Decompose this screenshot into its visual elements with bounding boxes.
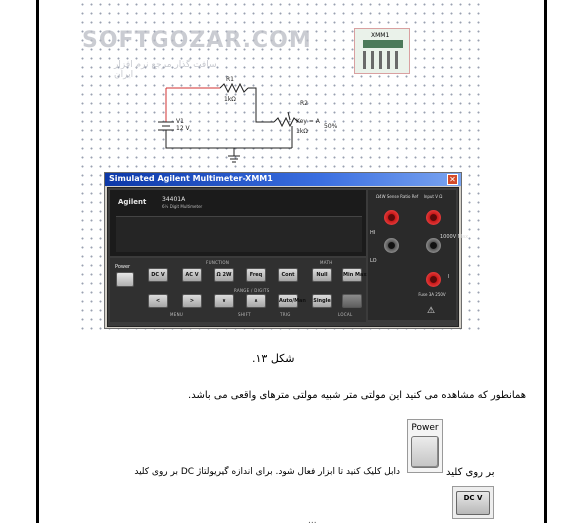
dcv-button[interactable]: DC V bbox=[148, 268, 168, 282]
r2-key: Key = A bbox=[296, 118, 320, 125]
figure-caption: شکل ۱۳. bbox=[252, 352, 295, 365]
auto-man-button[interactable]: Auto/Man bbox=[278, 294, 298, 308]
potentiometer-r2 bbox=[274, 118, 298, 126]
power-label: Power bbox=[115, 264, 131, 270]
jack-label-sense: Ω4W Sense Ratio Ref bbox=[376, 194, 419, 199]
paragraph-2-text: دابل کلیک کنید تا ابزار فعال شود. برای اندازه گیریولتاژ DC بر روی کلید bbox=[134, 467, 400, 477]
model-description: 6½ Digit Multimeter bbox=[162, 204, 203, 209]
right-arrow-button[interactable]: > bbox=[182, 294, 202, 308]
r2-name: R2 bbox=[300, 100, 308, 107]
ohm-2w-button[interactable]: Ω 2W bbox=[214, 268, 234, 282]
trig-section-label: TRIG bbox=[280, 312, 291, 317]
partial-next-line: ... bbox=[308, 516, 317, 523]
page-border-right bbox=[544, 0, 547, 523]
cont-button[interactable]: Cont bbox=[278, 268, 298, 282]
power-button-illustration-label: Power bbox=[411, 423, 439, 433]
v1-value: 12 V bbox=[176, 125, 190, 132]
multimeter-window-title: Simulated Agilent Multimeter-XMM1 bbox=[109, 174, 273, 183]
multimeter-titlebar[interactable] bbox=[105, 173, 461, 186]
model-number: 34401A bbox=[162, 196, 186, 203]
range-section-label: RANGE / DIGITS bbox=[234, 288, 270, 293]
r2-value: 1kΩ bbox=[296, 128, 308, 135]
watermark-text: SOFTGOZAR.COM bbox=[82, 28, 312, 53]
shift-section-label: SHIFT bbox=[238, 312, 251, 317]
shift-button[interactable] bbox=[342, 294, 362, 308]
menu-section-label: MENU bbox=[170, 312, 184, 317]
jack-label-fuse: Fuse 3A 250V bbox=[418, 292, 446, 297]
resistor-r1 bbox=[220, 84, 248, 92]
null-button[interactable]: Null bbox=[312, 268, 332, 282]
watermark-subtext: سافت گذار مرجع نرم افزار ایران bbox=[114, 60, 217, 80]
multimeter-control-panel bbox=[110, 258, 366, 322]
paragraph-2-prefix: بر روی کلید bbox=[446, 467, 495, 478]
range-up-button[interactable]: ∧ bbox=[246, 294, 266, 308]
v1-name: V1 bbox=[176, 118, 184, 125]
sense-lo-jack[interactable] bbox=[384, 238, 399, 253]
range-down-button[interactable]: ∨ bbox=[214, 294, 234, 308]
local-section-label: LOCAL bbox=[338, 312, 353, 317]
freq-button[interactable]: Freq bbox=[246, 268, 266, 282]
sense-hi-jack[interactable] bbox=[384, 210, 399, 225]
power-key-icon bbox=[411, 436, 439, 468]
input-jacks-panel bbox=[368, 190, 469, 320]
close-button[interactable]: ✕ bbox=[447, 174, 458, 185]
jack-label-lo: LO bbox=[370, 258, 377, 264]
r1-value: 1kΩ bbox=[224, 96, 236, 103]
jack-label-input: Input V Ω bbox=[423, 194, 443, 199]
acv-button[interactable]: AC V bbox=[182, 268, 202, 282]
jack-label-i: I bbox=[448, 274, 450, 280]
warning-icon: ⚠ bbox=[426, 306, 436, 316]
multimeter-body bbox=[107, 187, 469, 327]
input-lo-jack[interactable] bbox=[426, 238, 441, 253]
function-section-label: FUNCTION bbox=[206, 260, 230, 265]
wire-r1-right bbox=[248, 88, 274, 122]
jack-label-hi: HI bbox=[370, 230, 376, 236]
multimeter-window bbox=[104, 172, 469, 329]
lcd-display bbox=[116, 216, 362, 252]
brand-logo: Agilent bbox=[118, 198, 147, 206]
min-max-button[interactable]: Min Max bbox=[342, 268, 362, 282]
input-hi-jack[interactable] bbox=[426, 210, 441, 225]
paragraph-1: همانطور که مشاهده می کنید این مولتی متر شبیه مولتی مترهای واقعی می باشد. bbox=[188, 390, 526, 401]
dcv-key-icon: DC V bbox=[456, 491, 490, 515]
dcv-button-illustration bbox=[452, 486, 494, 519]
left-arrow-button[interactable]: < bbox=[148, 294, 168, 308]
single-button[interactable]: Single bbox=[312, 294, 332, 308]
r1-name: R1 bbox=[226, 76, 234, 83]
wiper-arrow bbox=[288, 112, 290, 120]
r2-percent: 50% bbox=[324, 123, 338, 130]
multimeter-symbol-label: XMM1 bbox=[371, 32, 390, 39]
jack-label-1000v: 1000V Max bbox=[440, 234, 469, 240]
power-button-illustration bbox=[407, 419, 443, 473]
current-jack[interactable] bbox=[426, 272, 441, 287]
power-button[interactable] bbox=[116, 272, 134, 287]
multimeter-display-panel bbox=[110, 190, 366, 256]
math-section-label: MATH bbox=[320, 260, 333, 265]
page-border-left bbox=[36, 0, 39, 523]
wire-battery-bottom bbox=[166, 130, 292, 148]
